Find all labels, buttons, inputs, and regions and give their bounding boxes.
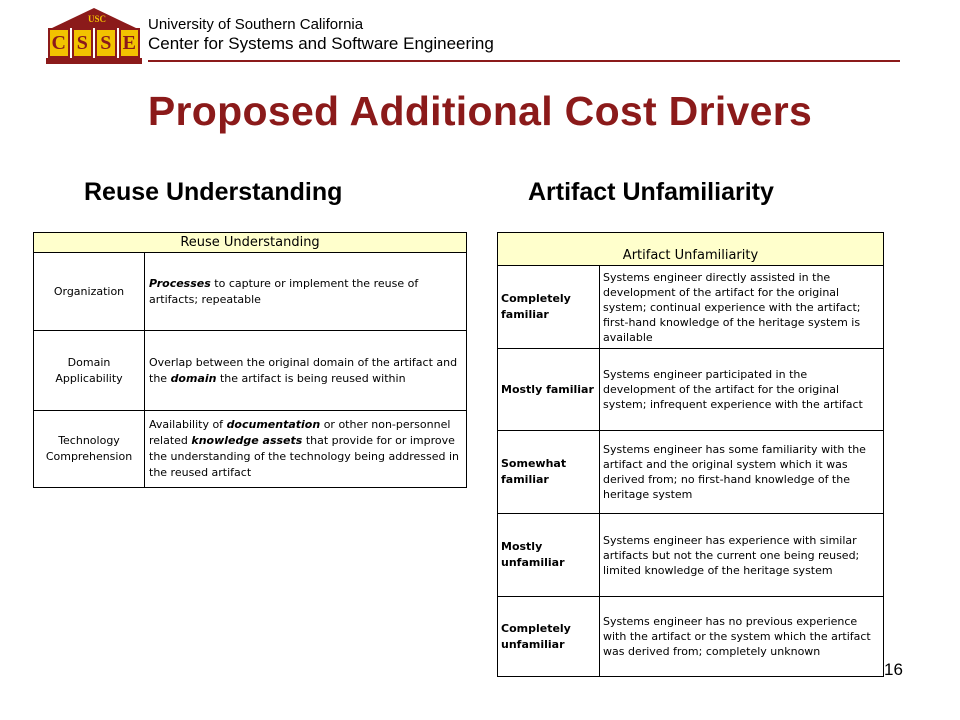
logo-letter: E [119, 28, 141, 58]
row-description: Systems engineer has some familiarity with the artifact and the original system which it was derived from; no first-hand knowledge of the heritage system [600, 431, 884, 514]
university-name: University of Southern California [148, 16, 364, 33]
table-header-row [498, 233, 884, 266]
row-name-cell [34, 411, 145, 488]
row-description-cell [145, 253, 467, 331]
slide-title: Proposed Additional Cost Drivers [147, 88, 813, 134]
row-name: Mostly familiar [498, 349, 600, 431]
row-name-line: Comprehension [45, 450, 133, 463]
table-row [498, 597, 884, 677]
row-name: Organization [53, 284, 125, 298]
description-text: Overlap between the original domain of the artifact and the [149, 355, 458, 385]
description-text: to capture or implement the reuse of artifacts; repeatable [149, 276, 419, 306]
row-name-cell [34, 253, 145, 331]
row-name: Mostly unfamiliar [498, 514, 600, 597]
table-header-row [34, 233, 467, 253]
table-row [34, 411, 467, 488]
center-name: Center for Systems and Software Engineering [148, 34, 494, 53]
subheading-reuse-understanding: Reuse Understanding [84, 178, 343, 206]
table-row [498, 514, 884, 597]
description-text: the artifact is being reused within [216, 371, 406, 385]
row-name-line: Technology [58, 434, 120, 447]
table-row [498, 266, 884, 349]
emphasis-text: knowledge assets [191, 434, 303, 447]
logo-letters [48, 28, 140, 58]
description-text: or other non-personnel related [149, 418, 451, 447]
row-description-cell [145, 331, 467, 411]
table-row [34, 253, 467, 331]
row-name-cell [34, 331, 145, 411]
header-divider [148, 60, 900, 62]
emphasis-text: Processes [149, 276, 211, 290]
page-number: 16 [884, 660, 903, 679]
row-name-line: Applicability [55, 371, 123, 385]
row-name: Completely familiar [498, 266, 600, 349]
description-text: Availability of [149, 418, 227, 431]
table-row [34, 331, 467, 411]
row-name-line: Domain [67, 355, 111, 369]
artifact-unfamiliarity-table [497, 232, 884, 677]
reuse-understanding-table [33, 232, 467, 488]
row-description: Systems engineer has no previous experience with the artifact or the system which the artifact was derived from; completely unknown [600, 597, 884, 677]
table-row [498, 431, 884, 514]
logo-base [46, 58, 142, 64]
table-header-cell: Artifact Unfamiliarity [498, 233, 884, 266]
row-name: Somewhat familiar [498, 431, 600, 514]
row-description-cell [145, 411, 467, 488]
usc-csse-logo [46, 8, 142, 66]
row-description: Systems engineer participated in the development of the artifact for the original system; infrequent experience with the artifact [600, 349, 884, 431]
row-name: Completely unfamiliar [498, 597, 600, 677]
logo-letter: S [95, 28, 117, 58]
emphasis-text: domain [170, 371, 217, 385]
logo-letter: S [72, 28, 94, 58]
table-row [498, 349, 884, 431]
table-header-cell: Reuse Understanding [34, 233, 467, 253]
row-description: Systems engineer has experience with similar artifacts but not the current one being reused; limited knowledge of the heritage system [600, 514, 884, 597]
logo-letter: C [48, 28, 70, 58]
description-text: that provide for or improve the understanding of the technology being addressed in the reused artifact [149, 434, 459, 479]
emphasis-text: documentation [226, 418, 321, 431]
row-description: Systems engineer directly assisted in the development of the artifact for the original system; continual experience with the artifact; first-hand knowledge of the heritage system is available [600, 266, 884, 349]
subheading-artifact-unfamiliarity: Artifact Unfamiliarity [528, 178, 774, 206]
logo-roof-text: USC [87, 14, 106, 24]
